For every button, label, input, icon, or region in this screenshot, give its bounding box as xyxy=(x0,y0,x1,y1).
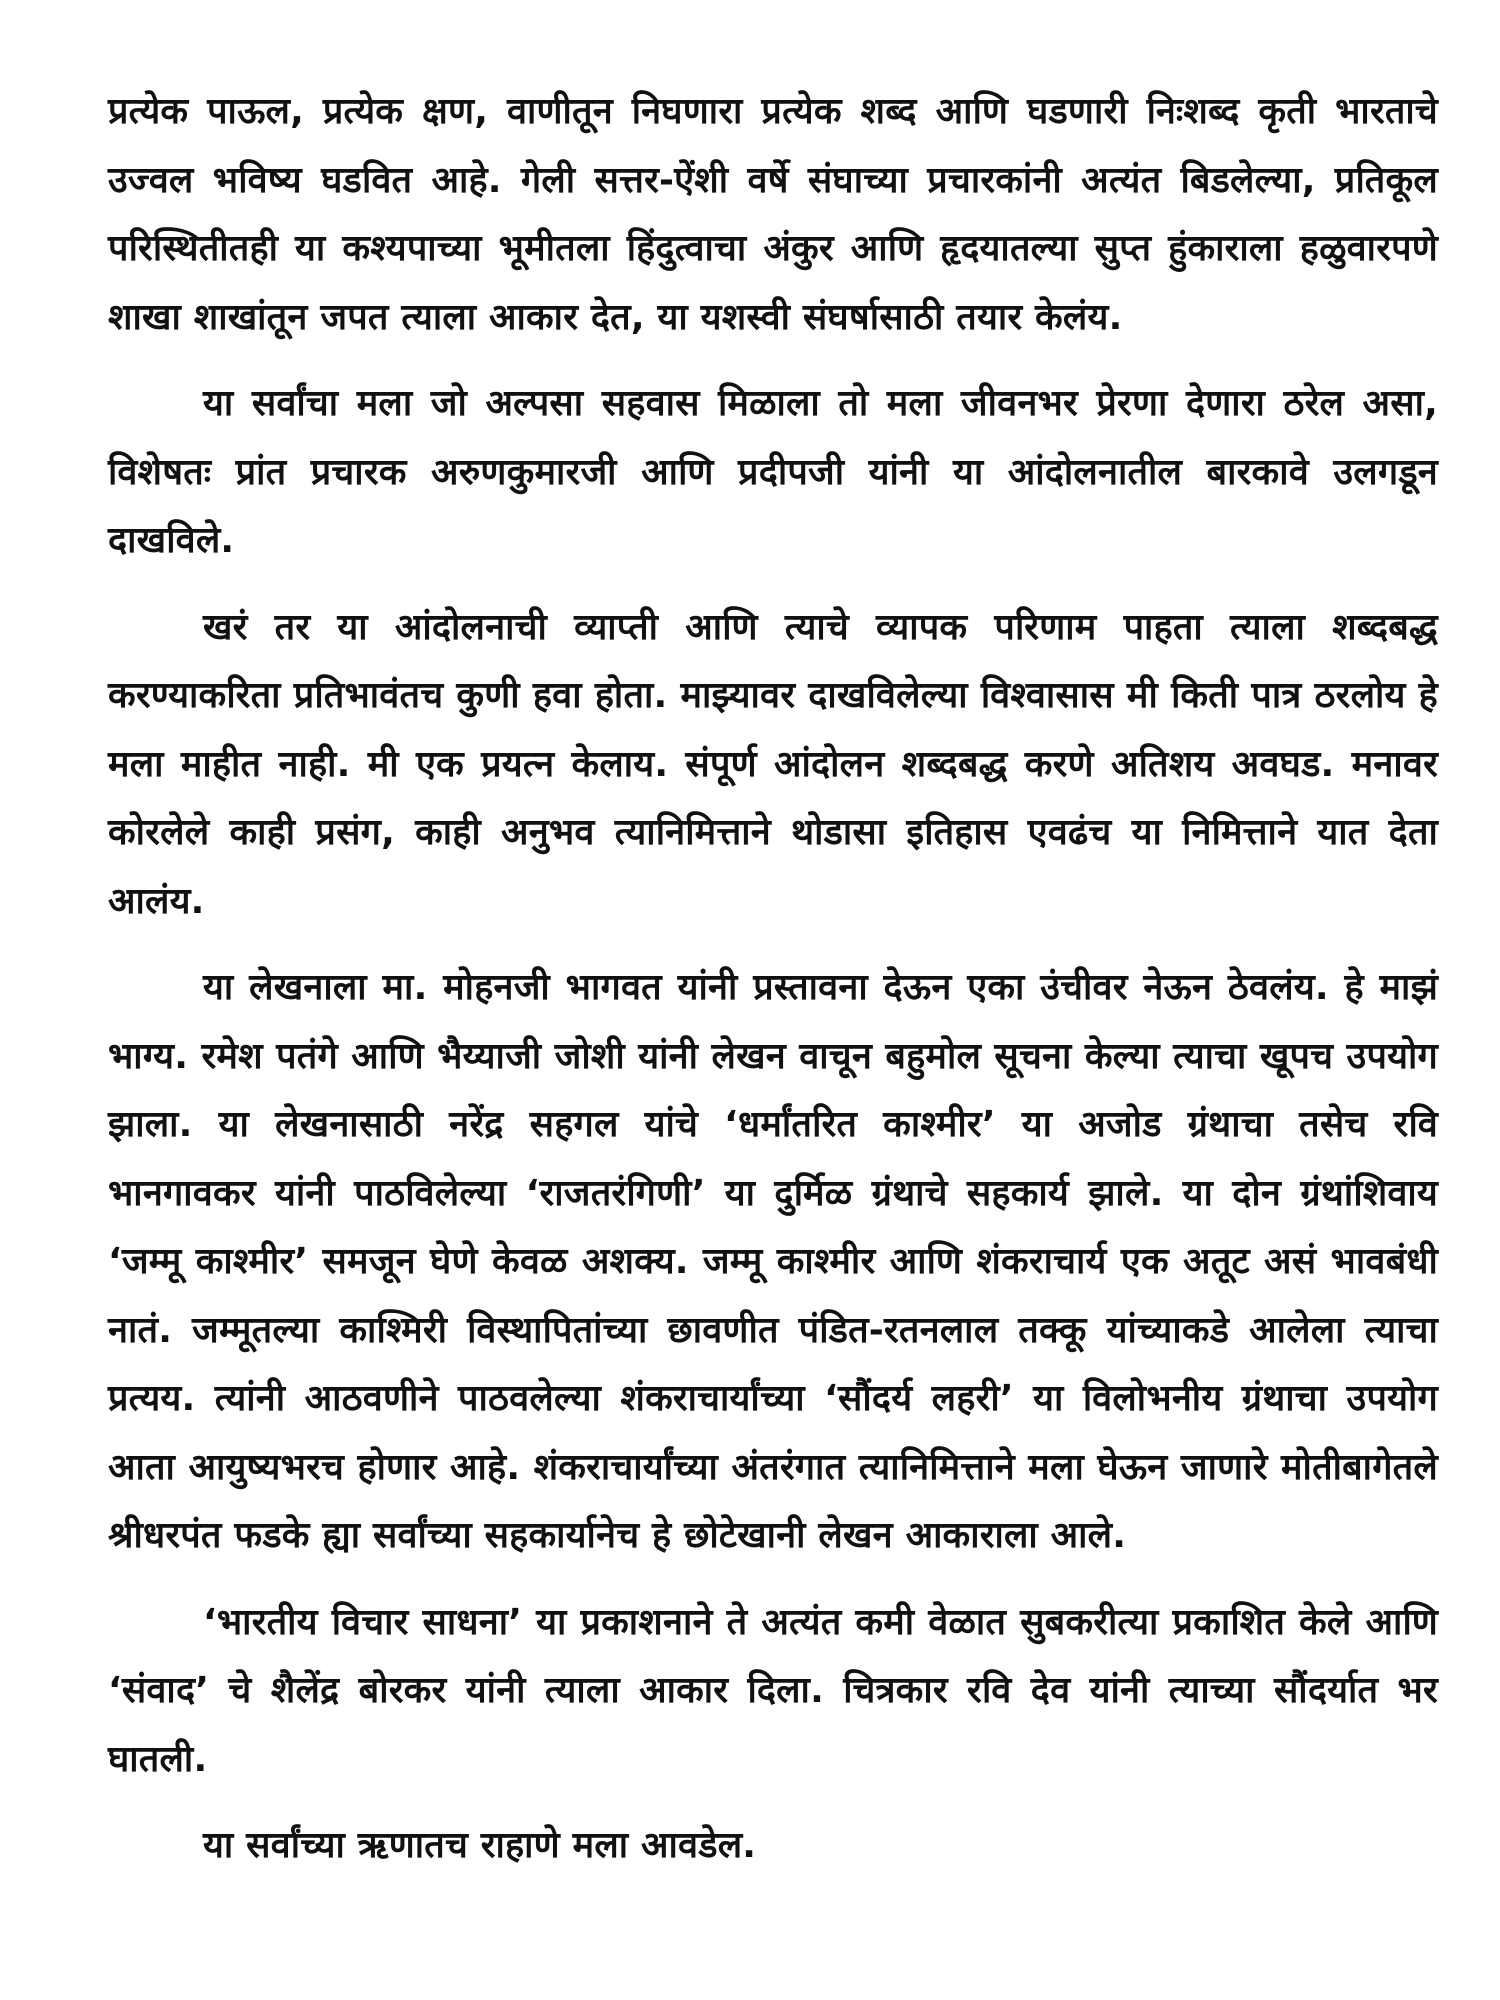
paragraph-6: या सर्वांच्या ऋणातच राहाणे मला आवडेल. xyxy=(203,1825,757,1866)
paragraph-3: खरं तर या आंदोलनाची व्याप्ती आणि त्याचे व्यापक परिणाम पाहता त्याला शब्दबद्ध करण्याकरिता प्रतिभावंतच कुणी हवा होता. माझ्यावर दाखविलेल्या विश्वासास मी किती पात्र ठरलोय हे मला माहीत नाही. मी एक प्रयत्न केलाय. संपूर्ण आंदोलन शब्दबद्ध करणे अतिशय अवघड. मनावर कोरलेले काही प्रसंग, काही अनुभव त्यानिमित्ताने थोडासा इतिहास एवढंच या निमित्ताने यात देता आलंय. xyxy=(108,606,1438,922)
paragraph-1: प्रत्येक पाऊल, प्रत्येक क्षण, वाणीतून निघणारा प्रत्येक शब्द आणि घडणारी निःशब्द कृती भारताचे उज्वल भविष्य घडवित आहे. गेली सत्तर-ऐंशी वर्षे संघाच्या प्रचारकांनी अत्यंत बिडलेल्या, प्रतिकूल परिस्थितीतही या कश्यपाच्या भूमीतला हिंदुत्वाचा अंकुर आणि हृदयातल्या सुप्त हुंकाराला हळुवारपणे शाखा शाखांतून जपत त्याला आकार देत, या यशस्वी संघर्षासाठी तयार केलंय. xyxy=(108,91,1438,338)
paragraph-5: ‘भारतीय विचार साधना’ या प्रकाशनाने ते अत्यंत कमी वेळात सुबकरीत्या प्रकाशित केले आणि ‘संवाद’ चे शैलेंद्र बोरकर यांनी त्याला आकार दिला. चित्रकार रवि देव यांनी त्याच्या सौंदर्यात भर घातली. xyxy=(108,1601,1438,1780)
document-body xyxy=(108,78,1438,1881)
paragraph-4: या लेखनाला मा. मोहनजी भागवत यांनी प्रस्तावना देऊन एका उंचीवर नेऊन ठेवलंय. हे माझं भाग्य. रमेश पतंगे आणि भैय्याजी जोशी यांनी लेखन वाचून बहुमोल सूचना केल्या त्याचा खूपच उपयोग झाला. या लेखनासाठी नरेंद्र सहगल यांचे ‘धर्मांतरित काश्मीर’ या अजोड ग्रंथाचा तसेच रवि भानगावकर यांनी पाठविलेल्या ‘राजतरंगिणी’ या दुर्मिळ ग्रंथाचे सहकार्य झाले. या दोन ग्रंथांशिवाय ‘जम्मू काश्मीर’ समजून घेणे केवळ अशक्य. जम्मू काश्मीर आणि शंकराचार्य एक अतूट असं भावबंधी नातं. जम्मूतल्या काश्मिरी विस्थापितांच्या छावणीत पंडित-रतनलाल तक्कू यांच्याकडे आलेला त्याचा प्रत्यय. त्यांनी आठवणीने पाठवलेल्या शंकराचार्यांच्या ‘सौंदर्य लहरी’ या विलोभनीय ग्रंथाचा उपयोग आता आयुष्यभरच होणार आहे. शंकराचार्यांच्या अंतरंगात त्यानिमित्ताने मला घेऊन जाणारे मोतीबागेतले श्रीधरपंत फडके ह्या सर्वांच्या सहकार्यानेच हे छोटेखानी लेखन आकाराला आले. xyxy=(108,967,1438,1556)
paragraph-2: या सर्वांचा मला जो अल्पसा सहवास मिळाला तो मला जीवनभर प्रेरणा देणारा ठरेल असा, विशेषतः प्रांत प्रचारक अरुणकुमारजी आणि प्रदीपजी यांनी या आंदोलनातील बारकावे उलगडून दाखविले. xyxy=(108,383,1438,561)
